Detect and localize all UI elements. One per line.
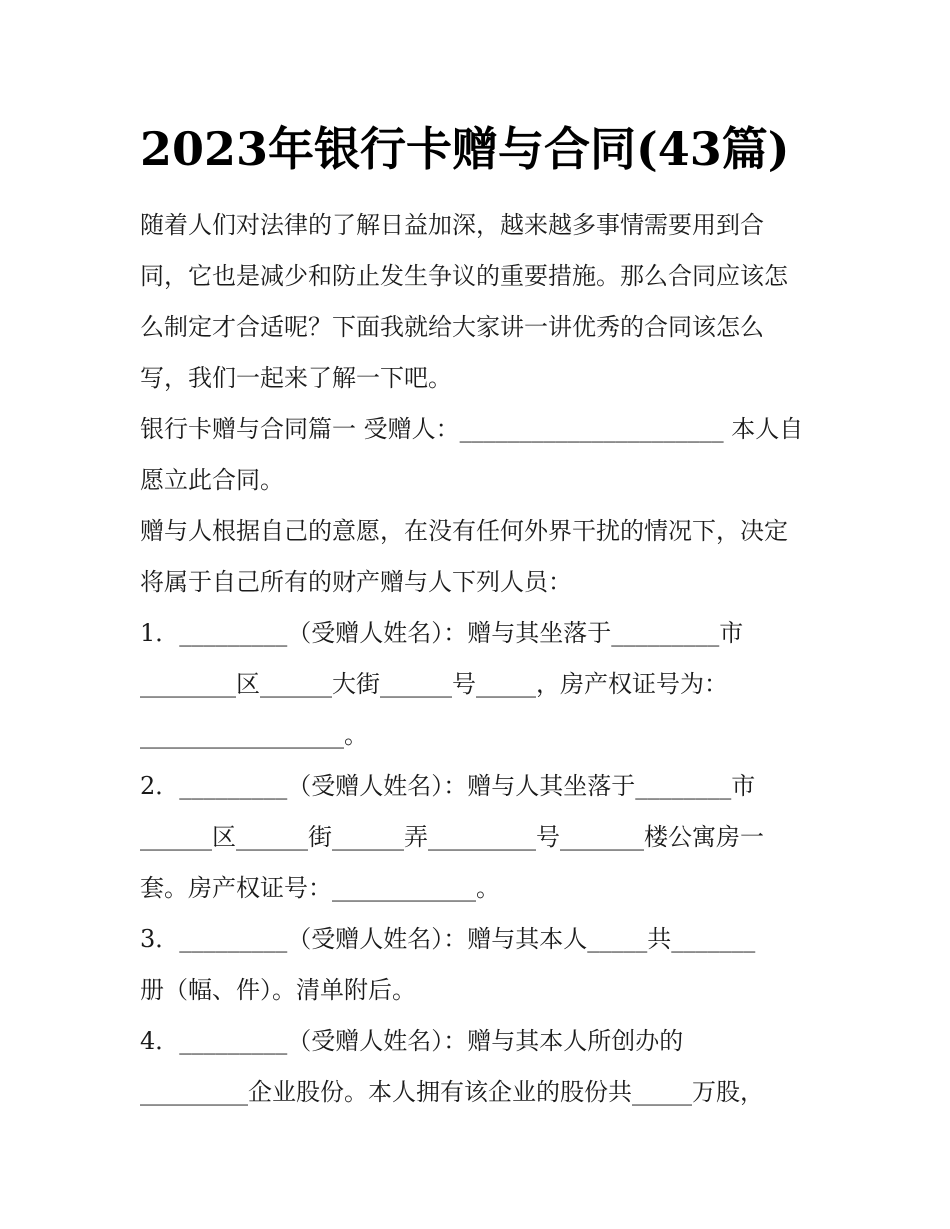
clause-3-line-1: 3．_________（受赠人姓名）：赠与其本人_____共_______ — [140, 925, 756, 953]
intro-line-3: 么制定才合适呢？下面我就给大家讲一讲优秀的合同该怎么 — [140, 313, 764, 341]
clause-2-line-2: ______区______街______弄_________号_______楼公寓房一 — [140, 823, 764, 851]
intro-line-1: 随着人们对法律的了解日益加深，越来越多事情需要用到合 — [140, 211, 764, 239]
document-title: 2023年银行卡赠与合同(43篇) — [140, 122, 790, 176]
clause-1-line-2: ________区______大街______号_____，房产权证号为： — [140, 670, 728, 698]
clause-4-line-1: 4．_________（受赠人姓名）：赠与其本人所创办的 — [140, 1027, 684, 1055]
document-body — [140, 200, 820, 1118]
clause-1-line-1: 1．_________（受赠人姓名）：赠与其坐落于_________市 — [140, 619, 744, 647]
section-one-line-2: 愿立此合同。 — [140, 466, 284, 494]
clause-3-line-2: 册（幅、件）。清单附后。 — [140, 976, 416, 1004]
clause-1-line-3: _________________。 — [140, 721, 368, 749]
intro-line-2: 同，它也是减少和防止发生争议的重要措施。那么合同应该怎 — [140, 262, 788, 290]
clause-2-line-1: 2．_________（受赠人姓名）：赠与人其坐落于________市 — [140, 772, 756, 800]
donor-statement-line-1: 赠与人根据自己的意愿，在没有任何外界干扰的情况下，决定 — [140, 517, 788, 545]
clause-2-line-3: 套。房产权证号：____________。 — [140, 874, 500, 902]
donor-statement-line-2: 将属于自己所有的财产赠与人下列人员： — [140, 568, 572, 596]
clause-4-line-2: _________企业股份。本人拥有该企业的股份共_____万股， — [140, 1078, 764, 1106]
intro-line-4: 写，我们一起来了解一下吧。 — [140, 364, 452, 392]
section-one-heading-line: 银行卡赠与合同篇一 受赠人：______________________ 本人自 — [140, 415, 804, 443]
